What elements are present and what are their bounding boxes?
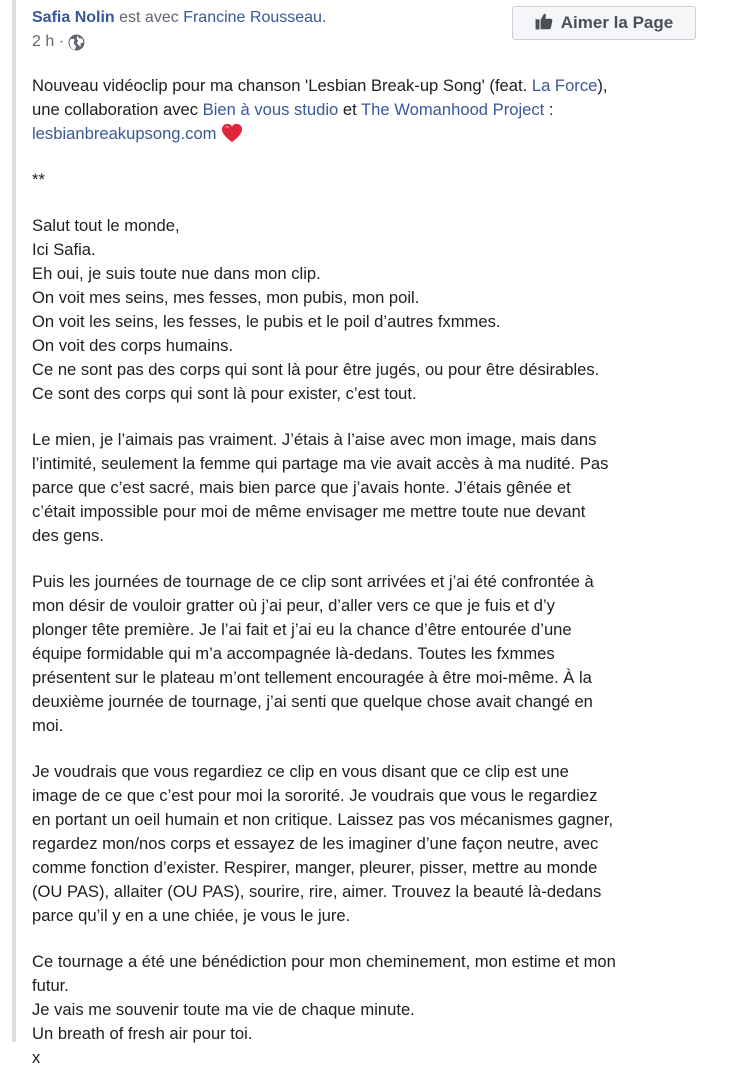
line: en portant un oeil humain et non critique. Laissez pas vos mécanismes gagner, <box>32 810 614 829</box>
line: parce qu’il y en a une chiée, je vous le jure. <box>32 906 351 925</box>
line: des gens. <box>32 526 104 545</box>
line: équipe formidable qui m’a accompagnée là-dedans. Toutes les fxmmes <box>32 644 555 663</box>
line: On voit mes seins, mes fesses, mon pubis, mon poil. <box>32 288 420 307</box>
tagged-person[interactable]: Francine Rousseau. <box>183 9 327 26</box>
line: Salut tout le monde, <box>32 216 180 235</box>
line: Ce ne sont pas des corps qui sont là pour être jugés, ou pour être désirables. <box>32 360 600 379</box>
paragraph-1 <box>32 214 732 406</box>
post-header <box>32 8 326 28</box>
line: présentent sur le plateau m’ont tellement encouragée à être moi-même. À la <box>32 668 592 687</box>
thumbs-up-icon <box>535 12 561 35</box>
separator: ** <box>32 170 45 189</box>
line: Puis les journées de tournage de ce clip sont arrivées et j’ai été confrontée à <box>32 572 594 591</box>
left-border <box>12 0 16 1042</box>
line: Ici Safia. <box>32 240 96 259</box>
line: parce que c’est sacré, mais bien parce que j’avais honte. J’étais gênée et <box>32 478 571 497</box>
with-text: est avec <box>119 9 179 26</box>
like-page-label: Aimer la Page <box>560 13 674 32</box>
link-website[interactable]: lesbianbreakupsong.com <box>32 124 217 143</box>
link-bien-a-vous[interactable]: Bien à vous studio <box>202 100 339 119</box>
line: Je vais me souvenir toute ma vie de chaque minute. <box>32 1000 415 1019</box>
like-page-button[interactable] <box>512 6 696 40</box>
line: x <box>32 1048 41 1067</box>
timestamp[interactable]: 2 h · <box>32 33 65 50</box>
paragraph-4 <box>32 760 732 928</box>
intro-text-1: Nouveau vidéoclip pour ma chanson 'Lesbian Break-up Song' (feat. <box>32 76 532 95</box>
line: plonger tête première. Je l’ai fait et j’ai eu la chance d’être entourée d’une <box>32 620 572 639</box>
heart-icon <box>221 123 243 143</box>
line: futur. <box>32 976 69 995</box>
line: deuxième journée de tournage, j’ai senti que quelque chose avait changé en <box>32 692 593 711</box>
line: Eh oui, je suis toute nue dans mon clip. <box>32 264 321 283</box>
paragraph-2 <box>32 428 732 548</box>
paragraph-3 <box>32 570 732 738</box>
link-la-force[interactable]: La Force <box>531 76 598 95</box>
link-womanhood-project[interactable]: The Womanhood Project <box>361 100 545 119</box>
line: On voit des corps humains. <box>32 336 234 355</box>
paragraph-5 <box>32 950 732 1070</box>
line: moi. <box>32 716 64 735</box>
intro-text-5: : <box>544 100 554 119</box>
line: Ce sont des corps qui sont là pour exister, c’est tout. <box>32 384 417 403</box>
line: l’intimité, seulement la femme qui partage ma vie avait accès à ma nudité. Pas <box>32 454 609 473</box>
line: Je voudrais que vous regardiez ce clip en vous disant que ce clip est une <box>32 762 569 781</box>
line: c’était impossible pour moi de même envisager me mettre toute nue devant <box>32 502 586 521</box>
author-name[interactable]: Safia Nolin <box>32 9 115 26</box>
line: regardez mon/nos corps et essayez de les imaginer d’une façon neutre, avec <box>32 834 599 853</box>
globe-icon <box>68 34 85 51</box>
line: Ce tournage a été une bénédiction pour mon cheminement, mon estime et mon <box>32 952 616 971</box>
post-meta <box>32 32 85 52</box>
line: (OU PAS), allaiter (OU PAS), sourire, rire, aimer. Trouvez la beauté là-dedans <box>32 882 602 901</box>
intro-text-4: et <box>338 100 362 119</box>
line: mon désir de vouloir gratter où j’ai peur, d’aller vers ce que je fuis et d’y <box>32 596 555 615</box>
line: comme fonction d’exister. Respirer, manger, pleurer, pisser, mettre au monde <box>32 858 598 877</box>
intro-text-2: ), <box>597 76 608 95</box>
intro-text-3: une collaboration avec <box>32 100 203 119</box>
line: On voit les seins, les fesses, le pubis et le poil d’autres fxmmes. <box>32 312 501 331</box>
line: image de ce que c’est pour moi la sororité. Je voudrais que vous le regardiez <box>32 786 598 805</box>
line: Un breath of fresh air pour toi. <box>32 1024 253 1043</box>
post-body <box>32 74 732 1092</box>
line: Le mien, je l’aimais pas vraiment. J’étais à l’aise avec mon image, mais dans <box>32 430 597 449</box>
intro-paragraph <box>32 74 732 146</box>
